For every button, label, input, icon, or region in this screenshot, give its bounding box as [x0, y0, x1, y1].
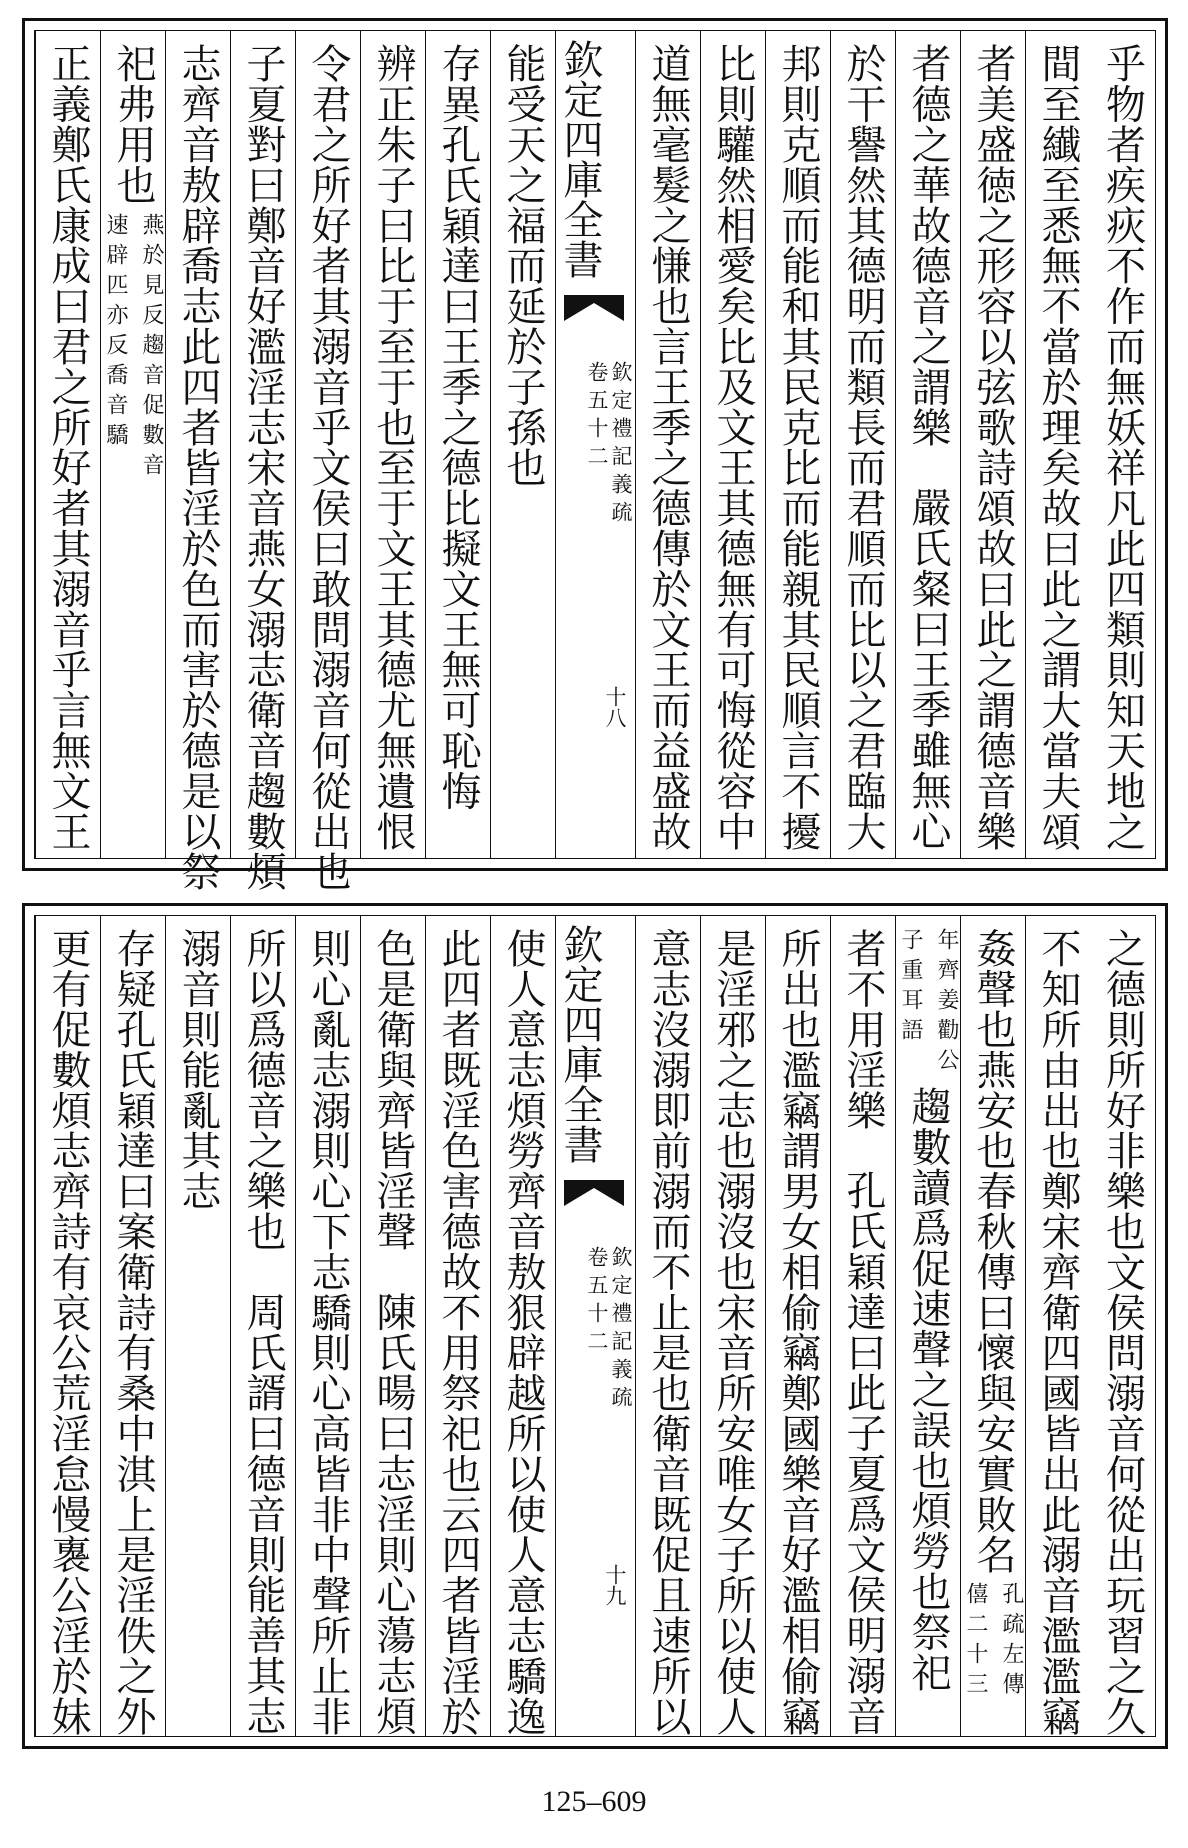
column-text: 乎物者疾疢不作而無妖祥凡此四類則知天地之 — [1099, 43, 1146, 851]
interlinear-note: 子重耳語 — [898, 928, 923, 1048]
column-text: 所出也濫竊謂男女相偷竊鄭國樂音好濫相偷竊 — [775, 928, 821, 1736]
column-text — [240, 928, 286, 1736]
main-text: 祀弗用也 — [110, 43, 156, 205]
spine-volume: 卷五十二 — [585, 361, 609, 473]
column-text: 之德則所好非樂也文侯問溺音何從出玩習之久 — [1099, 928, 1146, 1736]
text-column — [425, 916, 490, 1736]
text-column — [230, 916, 295, 1736]
text-column — [765, 916, 830, 1736]
text-column — [1090, 916, 1155, 1736]
column-segment: 所以爲德音之樂也 — [240, 928, 286, 1252]
text-column — [35, 31, 100, 858]
text-column — [895, 916, 960, 1736]
column-text: 存疑孔氏穎達曰案衛詩有桑中淇上是淫佚之外 — [110, 928, 156, 1736]
text-column — [360, 916, 425, 1736]
text-column — [635, 916, 700, 1736]
text-column — [490, 916, 555, 1736]
top-page-panel — [22, 18, 1168, 892]
text-column — [360, 31, 425, 858]
text-column — [765, 31, 830, 858]
text-column — [295, 916, 360, 1736]
column-text — [961, 928, 1025, 1702]
column-text: 更有促數煩志齊詩有哀公荒淫怠慢褢公淫於妹 — [45, 928, 91, 1736]
text-column — [830, 916, 895, 1736]
column-text: 溺音則能亂其志 — [175, 928, 221, 1211]
column-text: 能受天之福而延於子孫也 — [500, 43, 546, 488]
interlinear-note: 僖二十三 — [963, 1582, 988, 1703]
column-segment: 者德之華故德音之謂樂 — [905, 43, 951, 447]
column-text — [101, 43, 165, 483]
column-text: 使人意志煩勞齊音敖狠辟越所以使人意志驕逸 — [500, 928, 546, 1736]
center-spine — [555, 916, 635, 1736]
column-text: 者美盛徳之形容以弦歌詩頌故曰此之謂德音樂 — [970, 43, 1016, 851]
column-text: 邦則克順而能和其民克比而能親其民順言不擾 — [775, 43, 821, 851]
page-number: 125–609 — [541, 1785, 647, 1818]
interlinear-note: 年齊姜勸公 — [934, 928, 959, 1078]
text-column — [295, 31, 360, 892]
column-text — [896, 928, 960, 1692]
spine-book-title: 欽定禮記義疏 — [609, 361, 633, 529]
column-text: 辨正朱子曰比于至于也至于文王其德尤無遺恨 — [370, 43, 416, 851]
spine-volume: 卷五十二 — [585, 1246, 609, 1358]
text-column — [960, 31, 1025, 858]
column-segment: 嚴氏粲曰王季雖無心 — [905, 487, 951, 851]
column-text: 比則驩然相愛矣比及文王其德無有可悔從容中 — [710, 43, 756, 851]
text-column — [165, 31, 230, 892]
text-column — [960, 916, 1025, 1736]
column-text: 正義鄭氏康成曰君之所好者其溺音乎言無文王 — [45, 43, 91, 851]
text-column — [1025, 31, 1090, 858]
text-column — [1025, 916, 1090, 1736]
column-segment: 色是衛與齊皆淫聲 — [370, 928, 416, 1252]
text-column — [35, 916, 100, 1736]
spine-book-title: 欽定禮記義疏 — [609, 1246, 633, 1414]
main-text: 姦聲也燕安也春秋傳曰懷與安實敗名 — [970, 928, 1016, 1575]
spine-title: 欽定四庫全書 — [557, 924, 603, 1164]
column-text — [370, 928, 416, 1736]
center-spine — [555, 31, 635, 858]
bottom-page-frame — [34, 915, 1156, 1737]
column-segment: 陳氏暘曰志淫則心蕩志煩 — [370, 1291, 416, 1736]
text-column — [700, 916, 765, 1736]
column-segment: 周氏諝曰德音則能善其志 — [240, 1291, 286, 1736]
column-text — [905, 43, 951, 851]
text-column — [230, 31, 295, 892]
main-text: 趨數讀爲促速聲之誤也煩勞也祭祀 — [905, 1086, 951, 1692]
column-text: 令君之所好者其溺音乎文侯曰敢問溺音何從出也 — [305, 43, 351, 892]
text-column — [635, 31, 700, 858]
spine-title: 欽定四庫全書 — [557, 39, 603, 279]
column-text: 存異孔氏穎達曰王季之德比擬文王無可恥悔 — [435, 43, 481, 811]
text-column — [165, 916, 230, 1736]
column-text: 志齊音敖辟喬志此四者皆淫於色而害於德是以祭 — [175, 43, 221, 892]
text-column — [425, 31, 490, 858]
bottom-page-panel — [22, 903, 1168, 1749]
column-segment: 者不用淫樂 — [840, 928, 886, 1130]
interlinear-note: 燕於見反趨音促數音 — [139, 212, 164, 483]
column-text — [840, 928, 886, 1736]
text-column — [1090, 31, 1155, 858]
interlinear-note: 速辟匹亦反喬音驕 — [103, 212, 128, 453]
column-text: 道無毫髮之慊也言王季之德傳於文王而益盛故 — [645, 43, 691, 851]
column-text: 是淫邪之志也溺沒也宋音所安唯女子所以使人 — [710, 928, 756, 1736]
column-text: 此四者既淫色害德故不用祭祀也云四者皆淫於 — [435, 928, 481, 1736]
text-column — [700, 31, 765, 858]
column-text: 於干譽然其德明而類長而君順而比以之君臨大 — [840, 43, 886, 851]
column-text: 間至纎至悉無不當於理矣故曰此之謂大當夫頌 — [1035, 43, 1081, 851]
column-text: 則心亂志溺則心下志驕則心高皆非中聲所止非 — [305, 928, 351, 1736]
text-column — [100, 31, 165, 858]
interlinear-note: 孔疏左傳 — [999, 1582, 1024, 1703]
fishtail-mark-icon — [564, 293, 627, 323]
text-column — [490, 31, 555, 858]
top-page-frame — [34, 30, 1156, 892]
text-column — [100, 916, 165, 1736]
spine-page-number: 十九 — [603, 1564, 627, 1606]
text-column — [830, 31, 895, 858]
column-text: 不知所由出也鄭宋齊衛四國皆出此溺音濫濫竊 — [1035, 928, 1081, 1736]
column-text: 意志沒溺即前溺而不止是也衛音既促且速所以 — [645, 928, 691, 1736]
fishtail-mark-icon — [564, 1178, 627, 1208]
spine-page-number: 十八 — [603, 686, 627, 728]
column-segment: 孔氏穎達曰此子夏爲文侯明溺音 — [840, 1170, 886, 1736]
column-text: 子夏對曰鄭音好濫淫志宋音燕女溺志衛音趨數煩 — [240, 43, 286, 892]
text-column — [895, 31, 960, 858]
